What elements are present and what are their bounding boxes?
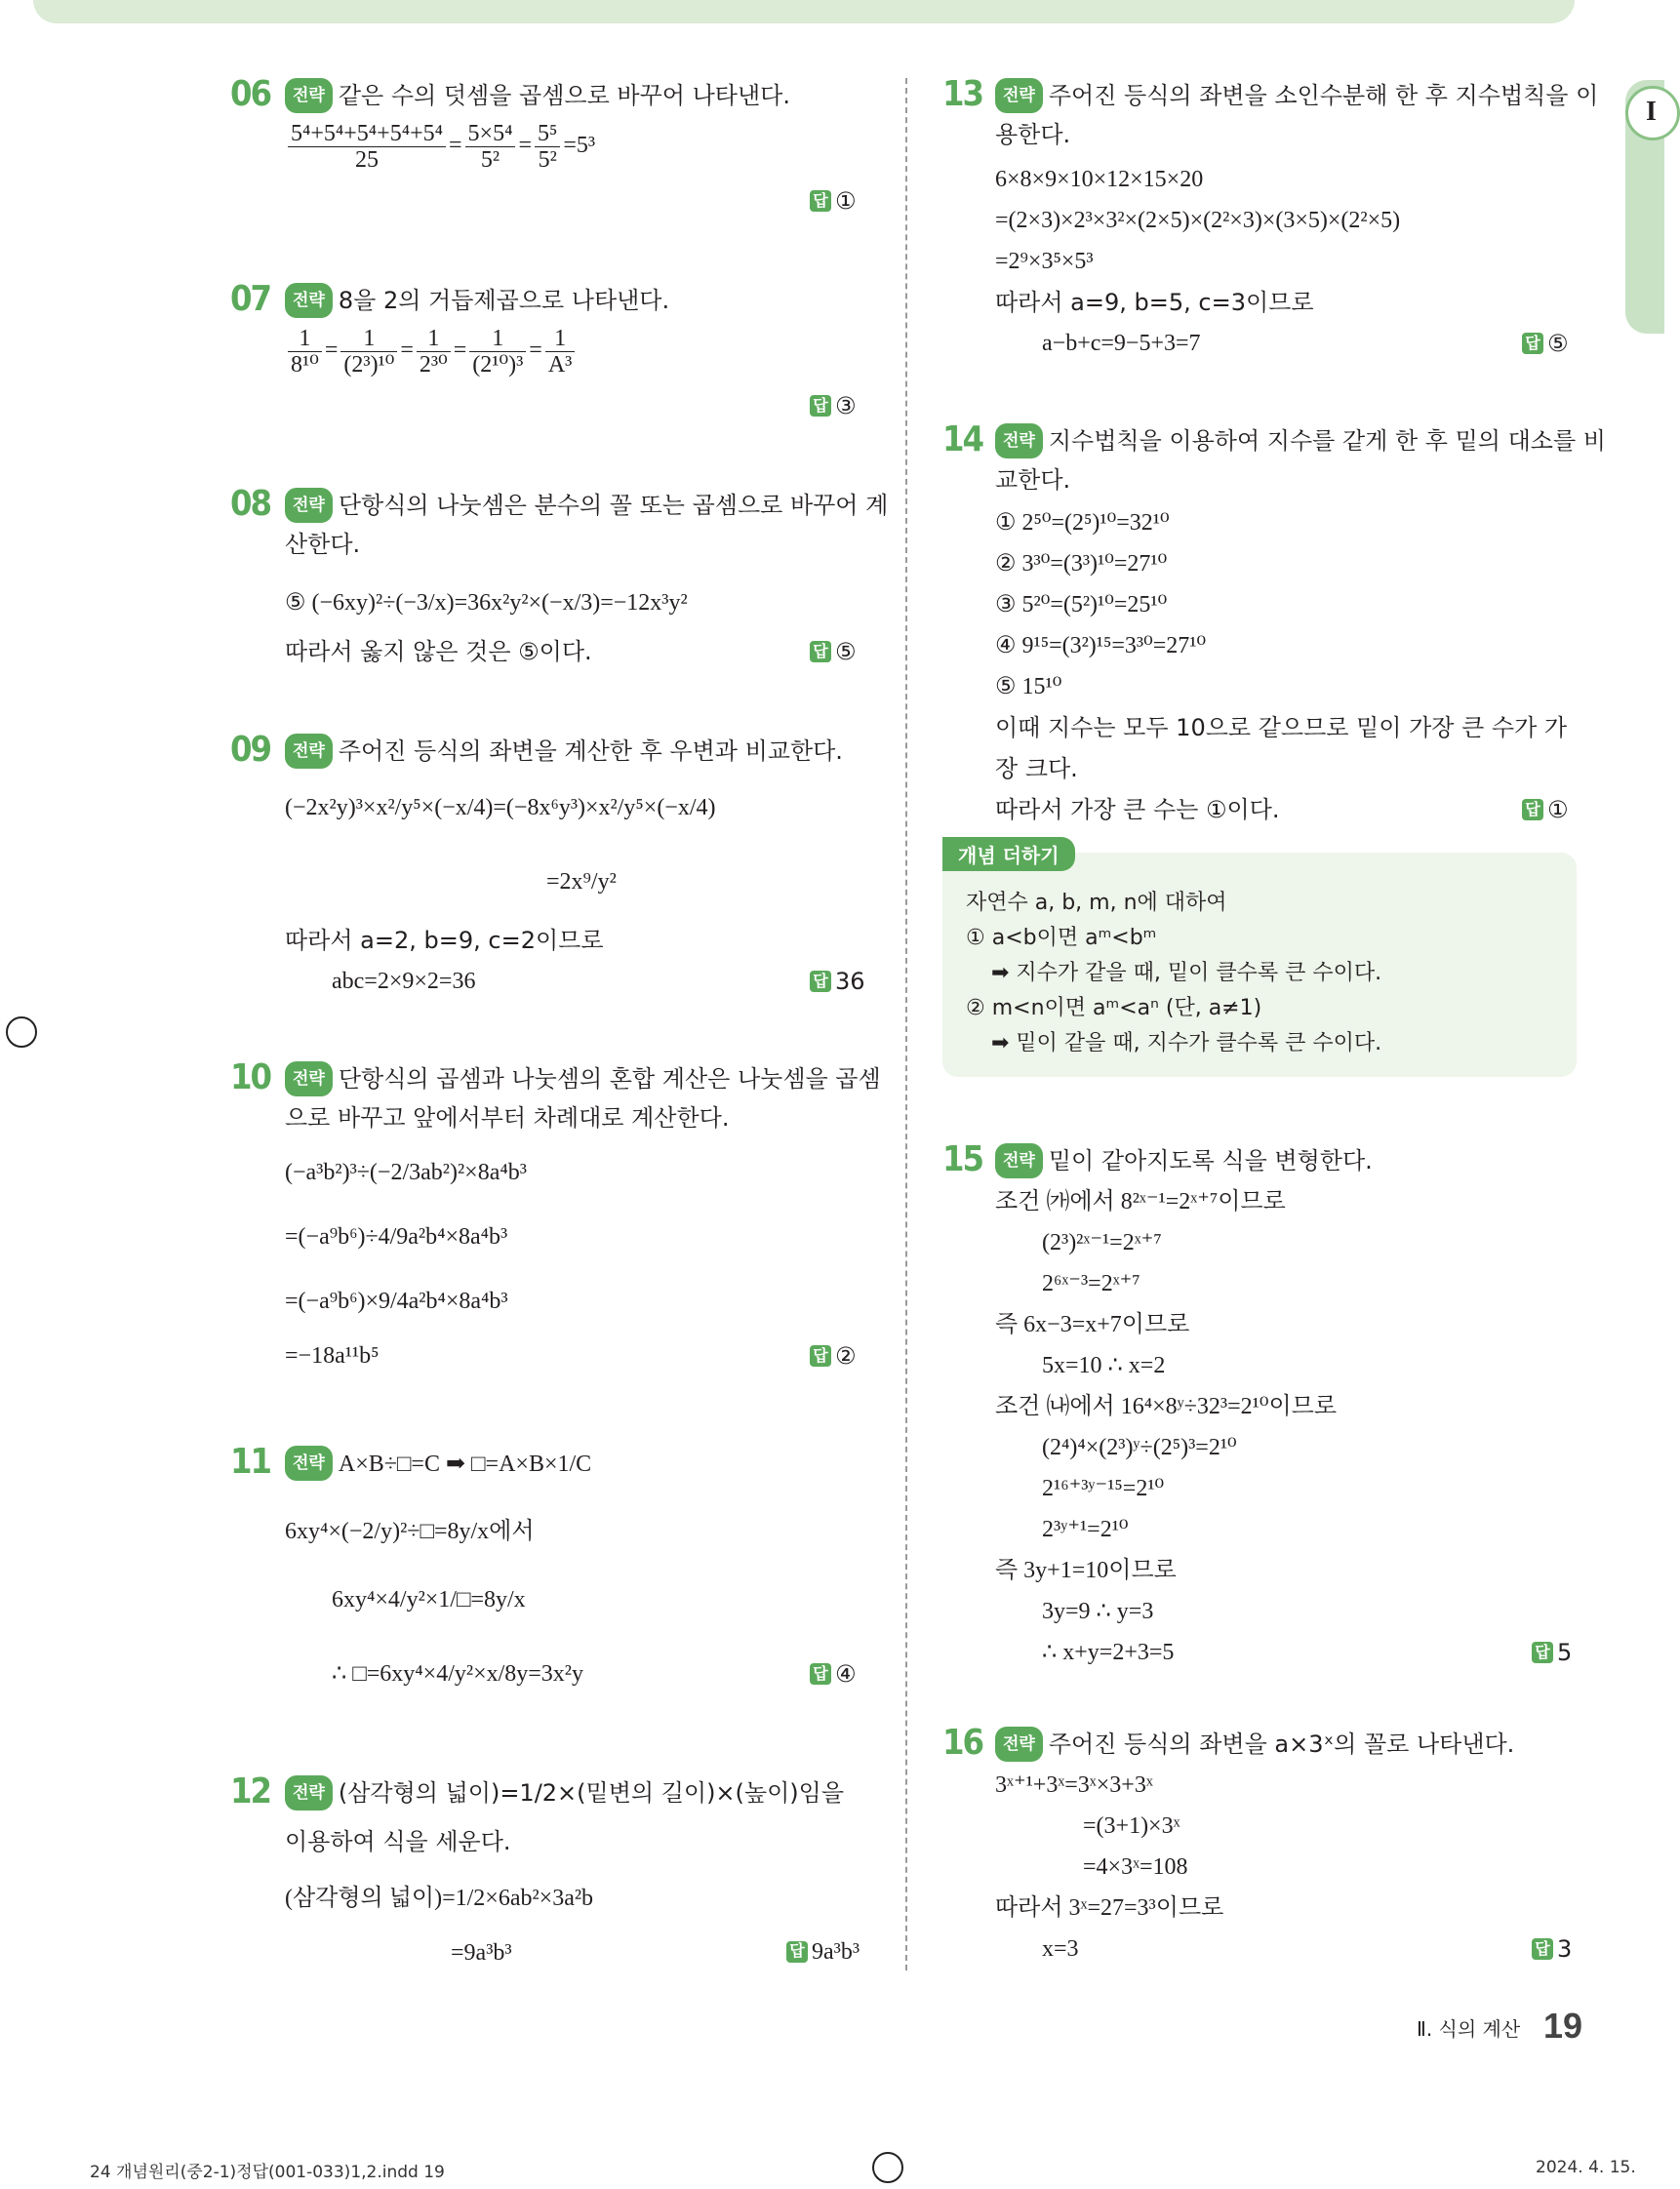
problem-number: 07 (230, 279, 271, 319)
strategy-line: 전략 같은 수의 덧셈을 곱셈으로 바꾸어 나타낸다. (285, 78, 790, 113)
equation: $\frac{1}{\text{8¹⁰}}$ = $\frac{1}{\text{(2³)¹⁰}}$ = $\frac{1}{\text{2³⁰}}$ = $\frac{1}{\text{(2¹⁰)³}}$ = $\frac{1}{\text{A³}}$ (285, 326, 578, 378)
list-item: ⑤ 15¹⁰ (995, 674, 1062, 699)
answer: 답 ① (810, 187, 857, 215)
list-item: ③ 5²⁰=(5²)¹⁰=25¹⁰ (995, 592, 1168, 617)
problem-number: 08 (230, 484, 271, 524)
equation: 6xy⁴×(−2/y)²÷□=8y/x에서 (285, 1519, 535, 1544)
strategy-line: 전략 단항식의 나눗셈은 분수의 꼴 또는 곱셈으로 바꾸어 계 (285, 488, 888, 523)
registration-mark-icon (6, 1016, 37, 1048)
registration-mark-icon (872, 2152, 903, 2183)
page-number: 19 (1543, 2006, 1583, 2046)
list-item: ② 3³⁰=(3³)¹⁰=27¹⁰ (995, 551, 1168, 577)
problem-number: 15 (942, 1139, 983, 1179)
answer: 답 3 (1532, 1935, 1572, 1963)
strategy-line: 전략 주어진 등식의 좌변을 소인수분해 한 후 지수법칙을 이 (995, 78, 1598, 113)
problem-number: 09 (230, 730, 271, 770)
equation: (−a³b²)³÷(−2/3ab²)²×8a⁴b³ (285, 1160, 527, 1185)
equation: $\frac{\text{5⁴+5⁴+5⁴+5⁴+5⁴}}{25}$ = $\frac{\text{5×5⁴}}{\text{5²}}$ = $\frac{\text{5⁵}}{\text{5²}}$ =5³ (285, 121, 595, 173)
problem-number: 06 (230, 74, 271, 114)
strategy-line: 전략 8을 2의 거듭제곱으로 나타낸다. (285, 283, 669, 318)
answer: 답 9a³b³ (786, 1939, 860, 1966)
file-info: 24 개념원리(중2-1)정답(001-033)1,2.indd 19 (90, 2163, 445, 2182)
answer: 답 ⑤ (1522, 330, 1569, 357)
column-divider (905, 78, 907, 1970)
list-item: ④ 9¹⁵=(3²)¹⁵=3³⁰=27¹⁰ (995, 633, 1207, 658)
answer: 답 ② (810, 1342, 857, 1370)
strategy-badge: 전략 (285, 78, 333, 113)
strategy-line: 전략 주어진 등식의 좌변을 a×3ˣ의 꼴로 나타낸다. (995, 1727, 1514, 1762)
print-date: 2024. 4. 15. (1536, 2158, 1636, 2177)
list-item: ① 2⁵⁰=(2⁵)¹⁰=32¹⁰ (995, 510, 1170, 536)
answer: 답 36 (810, 968, 865, 995)
strategy-line: 전략 밑이 같아지도록 식을 변형한다. (995, 1143, 1373, 1178)
strategy-line: 전략 (삼각형의 넓이)=1/2×(밑변의 길이)×(높이)임을 (285, 1775, 844, 1811)
equation: (−2x²y)³×x²/y⁵×(−x/4)=(−8x⁶y³)×x²/y⁵×(−x/4) (285, 795, 716, 820)
problem-number: 13 (942, 74, 983, 114)
strategy-line: 전략 단항식의 곱셈과 나눗셈의 혼합 계산은 나눗셈을 곱셈 (285, 1061, 881, 1096)
problem-number: 16 (942, 1723, 983, 1763)
equation: (삼각형의 넓이)=1/2×6ab²×3a²b (285, 1886, 594, 1911)
answer: 답 5 (1532, 1639, 1572, 1666)
chapter-side-tab (1625, 80, 1664, 334)
answer: 답 ① (1522, 796, 1569, 823)
section-label: Ⅱ. 식의 계산 (1417, 2017, 1521, 2041)
answer-icon: 답 (810, 190, 831, 212)
answer: 답 ⑤ (810, 638, 857, 665)
answer: 답 ④ (810, 1660, 857, 1688)
problem-number: 11 (230, 1442, 271, 1482)
problem-number: 12 (230, 1771, 271, 1811)
strategy-line: 전략 지수법칙을 이용하여 지수를 같게 한 후 밑의 대소를 비 (995, 423, 1606, 458)
answer: 답 ③ (810, 392, 857, 419)
equation: ⑤ (−6xy)²÷(−3/x)=36x²y²×(−x/3)=−12x³y² (285, 590, 688, 616)
strategy-line: 전략 A×B÷□=C ➡ □=A×B×1/C (285, 1446, 591, 1481)
problem-number: 10 (230, 1057, 271, 1097)
top-banner (33, 0, 1575, 23)
chapter-circle-icon: I (1625, 86, 1680, 140)
strategy-line: 전략 주어진 등식의 좌변을 계산한 후 우변과 비교한다. (285, 734, 843, 769)
problem-number: 14 (942, 419, 983, 459)
concept-tag: 개념 더하기 (942, 837, 1075, 871)
